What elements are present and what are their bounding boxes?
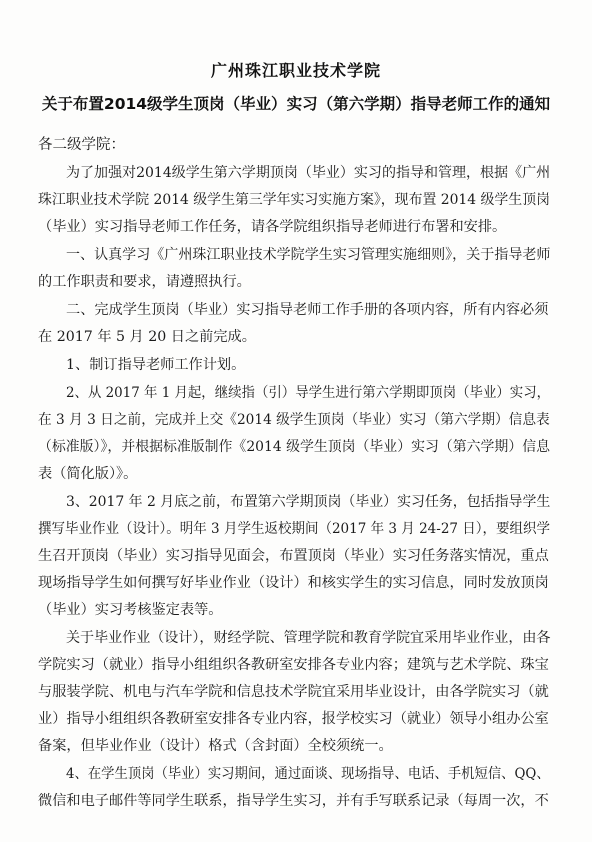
- body-line: 现场指导学生如何撰写好毕业作业（设计）和核实学生的实习信息，同时发放顶岗: [38, 575, 549, 591]
- body-line: 生召开顶岗（毕业）实习指导见面会，布置顶岗（毕业）实习任务落实情况，重点: [38, 548, 549, 564]
- document-title: 广州珠江职业技术学院: [210, 61, 381, 80]
- body-line: 备案，但毕业作业（设计）格式（含封面）全校须统一。: [38, 738, 393, 754]
- body-line: 珠江职业技术学院 2014 级学生第三学年实习实施方案》，现布置 2014 级学生顶岗: [38, 192, 550, 208]
- body-line: 表（简化版）》。: [38, 466, 138, 482]
- body-line: 4、在学生顶岗（毕业）实习期间，通过面谈、现场指导、电话、手机短信、QQ、: [66, 766, 550, 782]
- body-line: 在 2017 年 5 月 20 日之前完成。: [38, 329, 256, 345]
- body-line: 业）指导小组组织各教研室安排各专业内容，报学校实习（就业）领导小组办公室: [38, 711, 549, 727]
- body-line: 1、制订指导老师工作计划。: [66, 357, 246, 373]
- body-line: （毕业）实习考核鉴定表等。: [38, 602, 223, 618]
- body-line: （毕业）实习指导老师工作任务，请各学院组织指导老师进行布署和安排。: [38, 219, 507, 235]
- salutation: 各二级学院：: [38, 137, 125, 153]
- body-line: 的工作职责和要求，请遵照执行。: [38, 274, 251, 290]
- body-line: 撰写毕业作业（设计）。明年 3 月学生返校期间（2017 年 3 月 24-27 日），要组织学: [38, 521, 551, 537]
- body-line: 2、从 2017 年 1 月起，继续指（引）导学生进行第六学期即顶岗（毕业）实习，: [66, 385, 551, 401]
- body-line: 微信和电子邮件等同学生联系，指导学生实习，并有手写联系记录（每周一次，不: [38, 793, 549, 809]
- body-line: 与服装学院、机电与汽车学院和信息技术学院宜采用毕业设计，由各学院实习（就: [38, 684, 549, 700]
- body-line: 为了加强对2014级学生第六学期顶岗（毕业）实习的指导和管理，根据《广州: [66, 165, 551, 181]
- body-line: 关于毕业作业（设计），财经学院、管理学院和教育学院宜采用毕业作业，由各: [66, 630, 551, 646]
- body-line: （标准版）》，并根据标准版制作《2014 级学生顶岗（毕业）实习（第六学期）信息: [38, 439, 550, 455]
- body-line: 3、2017 年 2 月底之前，布置第六学期顶岗（毕业）实习任务，包括指导学生: [66, 494, 551, 510]
- body-line: 学院实习（就业）指导小组组织各教研室安排各专业内容；建筑与艺术学院、珠宝: [38, 657, 549, 673]
- document-subtitle: 关于布置2014级学生顶岗（毕业）实习（第六学期）指导老师工作的通知: [41, 95, 551, 113]
- body-line: 一、认真学习《广州珠江职业技术学院学生实习管理实施细则》，关于指导老师: [66, 247, 551, 263]
- body-line: 二、完成学生顶岗（毕业）实习指导老师工作手册的各项内容，所有内容必须: [66, 302, 549, 318]
- body-line: 在 3 月 3 日之前，完成并上交《2014 级学生顶岗（毕业）实习（第六学期）信息表: [38, 412, 550, 428]
